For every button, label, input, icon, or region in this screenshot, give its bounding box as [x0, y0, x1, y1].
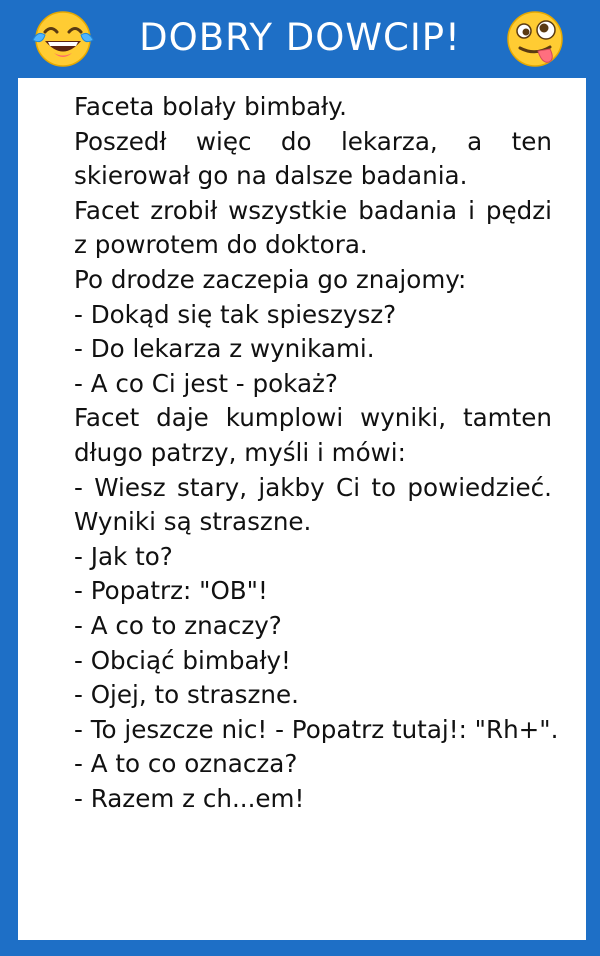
joke-line: - Do lekarza z wynikami.: [74, 334, 375, 364]
joke-line: - Wiesz stary, jakby Ci to powiedzieć.: [74, 472, 552, 502]
winking-tongue-emoji-icon: [502, 6, 568, 72]
joke-line: Poszedł więc do lekarza, a ten: [74, 126, 552, 156]
joke-text: [74, 90, 559, 816]
joke-line: - Jak to?: [74, 541, 173, 571]
joke-line: - Ojej, to straszne.: [74, 680, 299, 710]
joke-line: - Popatrz: "OB"!: [74, 576, 268, 606]
header-bar: [0, 0, 600, 78]
joke-line: - A co to znaczy?: [74, 610, 282, 640]
joke-line: Po drodze zaczepia go znajomy:: [74, 264, 467, 294]
joke-card: [18, 78, 586, 940]
page-title: DOBRY DOWCIP!: [139, 16, 461, 59]
joke-line: z powrotem do doktora.: [74, 230, 368, 260]
joke-line: Facet zrobił wszystkie badania i pędzi: [74, 195, 552, 225]
joke-line: - Razem z ch...em!: [74, 783, 305, 813]
joke-line: - A to co oznacza?: [74, 749, 298, 779]
joke-line: długo patrzy, myśli i mówi:: [74, 437, 406, 467]
joke-line: skierował go na dalsze badania.: [74, 161, 468, 191]
joke-line: Facet daje kumplowi wyniki, tamten: [74, 403, 552, 433]
joke-line: - A co Ci jest - pokaż?: [74, 368, 338, 398]
joke-line: - Obciąć bimbały!: [74, 645, 291, 675]
joke-line: - To jeszcze nic! - Popatrz tutaj!: "Rh+".: [74, 714, 559, 744]
joke-line: - Dokąd się tak spieszysz?: [74, 299, 397, 329]
joke-line: Wyniki są straszne.: [74, 507, 312, 537]
joke-line: Faceta bolały bimbały.: [74, 92, 348, 121]
